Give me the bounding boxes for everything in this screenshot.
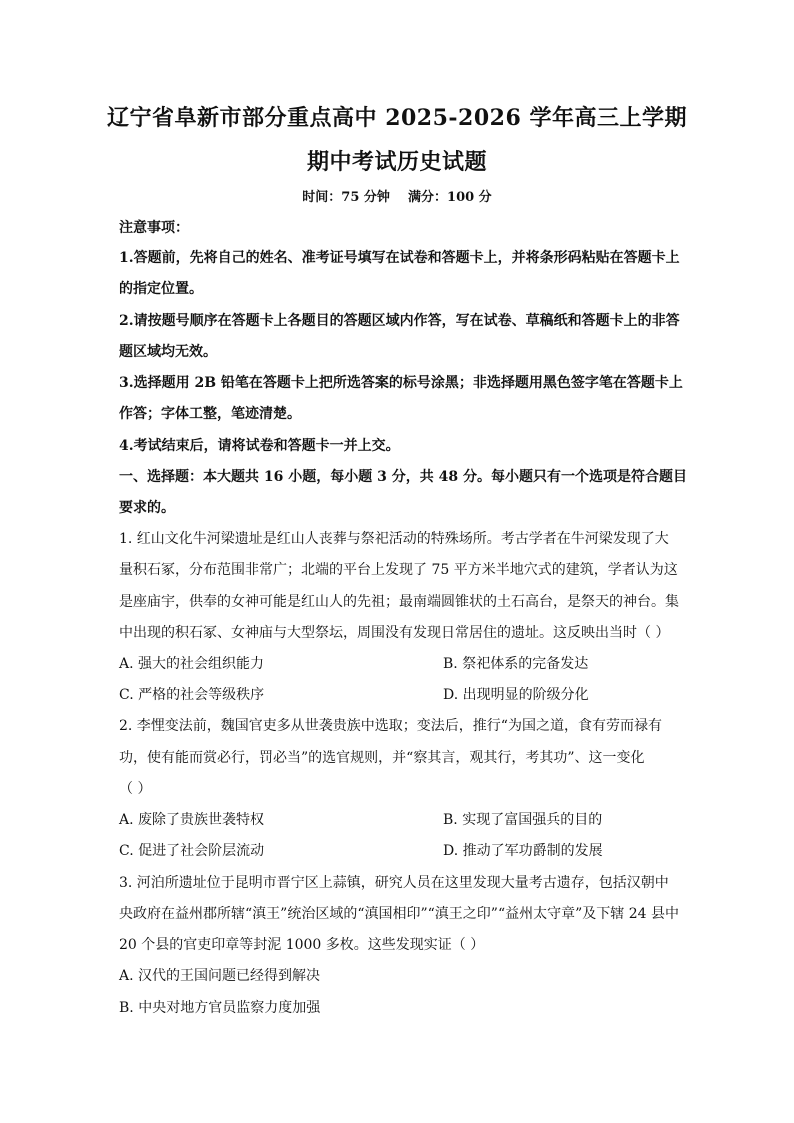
question-1-text: 1. 红山文化牛河梁遗址是红山人丧葬与祭祀活动的特殊场所。考古学者在牛河梁发现了大: [119, 531, 669, 547]
section-heading: 一、选择题：本大题共 16 小题，每小题 3 分，共 48 分。每小题只有一个选项是符合题目: [119, 469, 687, 485]
notes-heading: 注意事项：: [119, 220, 189, 236]
question-2-text: 2. 李悝变法前，魏国官吏多从世袭贵族中选取；变法后，推行“为国之道，食有劳而禄有: [119, 718, 662, 734]
document-title-line1: 辽宁省阜新市部分重点高中 2025-2026 学年高三上学期: [107, 105, 687, 131]
question-3-text: 20 个县的官吏印章等封泥 1000 多枚。这些发现实证（ ）: [119, 937, 485, 953]
question-1-text: 量积石冢，分布范围非常广；北端的平台上发现了 75 平方米半地穴式的建筑，学者认为这: [119, 562, 678, 578]
note-item-2: 2.请按题号顺序在答题卡上各题目的答题区域内作答，写在试卷、草稿纸和答题卡上的非答: [119, 313, 680, 329]
question-2-text: （ ）: [119, 781, 152, 797]
question-3-text: 央政府在益州郡所辖“滇王”统治区域的“滇国相印”“滇王之印”“益州太守章”及下辖 24 县中: [119, 906, 679, 922]
question-1-option-c: C. 严格的社会等级秩序: [119, 687, 265, 703]
exam-time-score: 时间：75 分钟 满分：100 分: [302, 190, 492, 205]
question-1-option-a: A. 强大的社会组织能力: [119, 656, 265, 672]
document-title-line2: 期中考试历史试题: [306, 149, 487, 175]
note-item-1-cont: 的指定位置。: [119, 281, 203, 297]
question-3-text: 3. 河泊所遗址位于昆明市晋宁区上蒜镇，研究人员在这里发现大量考古遗存，包括汉朝中: [119, 875, 669, 891]
question-2-option-d: D. 推动了军功爵制的发展: [443, 843, 603, 859]
note-item-4: 4.考试结束后，请将试卷和答题卡一并上交。: [119, 438, 400, 454]
question-1-text: 是座庙宇，供奉的女神可能是红山人的先祖；最南端圆锥状的土石高台，是祭天的神台。集: [119, 594, 679, 610]
question-1-text: 中出现的积石冢、女神庙与大型祭坛，周围没有发现日常居住的遗址。这反映出当时（ ）: [119, 625, 670, 641]
note-item-3-cont: 作答；字体工整，笔迹清楚。: [119, 406, 301, 422]
question-3-option-b: B. 中央对地方官员监察力度加强: [119, 1000, 321, 1016]
question-1-option-d: D. 出现明显的阶级分化: [443, 687, 589, 703]
note-item-1: 1.答题前，先将自己的姓名、准考证号填写在试卷和答题卡上，并将条形码粘贴在答题卡上: [119, 250, 680, 266]
question-2-option-c: C. 促进了社会阶层流动: [119, 843, 265, 859]
question-2-option-a: A. 废除了贵族世袭特权: [119, 812, 265, 828]
question-2-option-b: B. 实现了富国强兵的目的: [443, 812, 603, 828]
note-item-2-cont: 题区域均无效。: [119, 344, 217, 360]
section-heading-cont: 要求的。: [119, 500, 175, 516]
question-2-text: 功，使有能而赏必行，罚必当”的选官规则，并“察其言，观其行，考其功”、这一变化: [119, 750, 645, 766]
question-1-option-b: B. 祭祀体系的完备发达: [443, 656, 589, 672]
question-3-option-a: A. 汉代的王国问题已经得到解决: [119, 968, 321, 984]
note-item-3: 3.选择题用 2B 铅笔在答题卡上把所选答案的标号涂黑；非选择题用黑色签字笔在答题卡上: [119, 375, 683, 391]
